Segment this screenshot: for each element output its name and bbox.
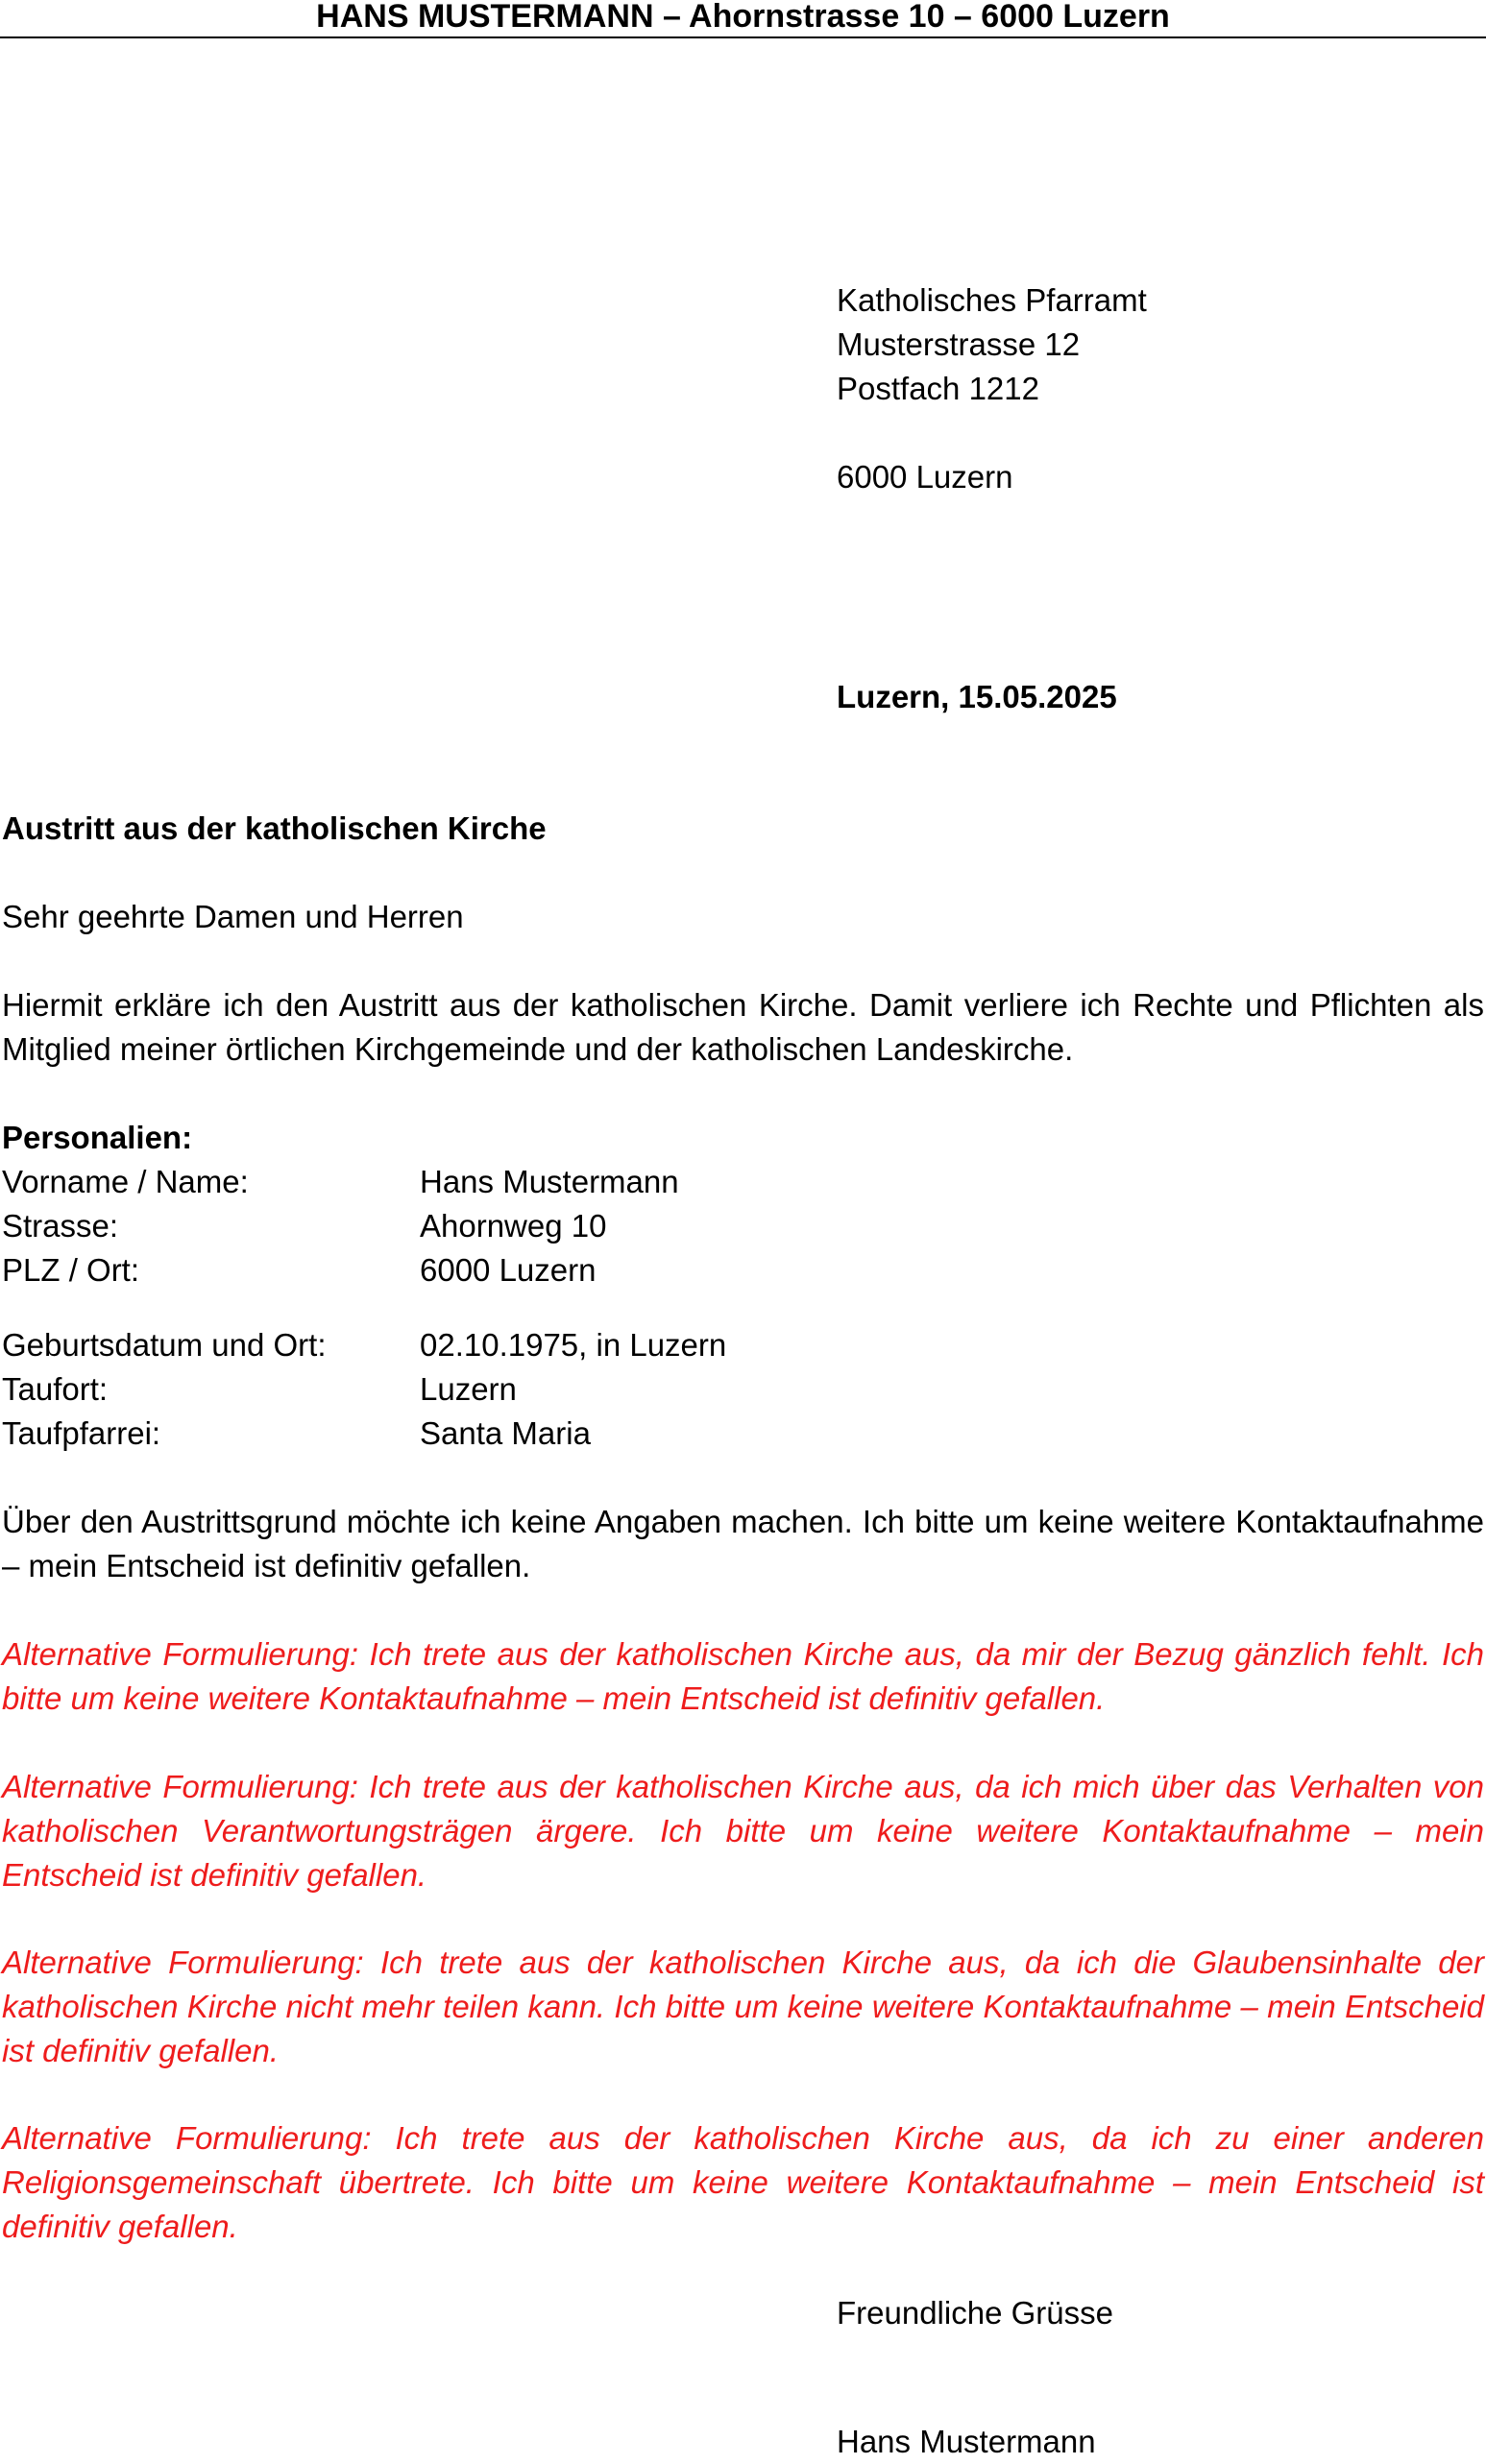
detail-row (2, 1160, 962, 1204)
closing-formula: Freundliche Grüsse (837, 2295, 1113, 2331)
personal-details-table (2, 1160, 962, 1456)
intro-paragraph: Hiermit erkläre ich den Austritt aus der katholischen Kirche. Damit verliere ich Rechte und Pflichten als Mitglied meiner örtlichen Kirchgemeinde und der katholischen Landeskirche. (2, 987, 1484, 1067)
alternative-paragraph: Alternative Formulierung: Ich trete aus der katholischen Kirche aus, da ich die Glaubensinhalte der katholischen Kirche nicht mehr teilen kann. Ich bitte um keine weitere Kontaktaufnahme – mein Entscheid ist definitiv gefallen. (2, 1945, 1484, 2068)
detail-value: Ahornweg 10 (420, 1208, 607, 1244)
detail-spacer (2, 1292, 962, 1323)
letterhead: HANS MUSTERMANN – Ahornstrasse 10 – 6000 Luzern (0, 0, 1486, 38)
detail-row (2, 1204, 962, 1248)
detail-label: Taufpfarrei: (2, 1415, 161, 1451)
detail-value: 02.10.1975, in Luzern (420, 1327, 727, 1363)
detail-label: Vorname / Name: (2, 1164, 249, 1199)
recipient-address (837, 278, 1147, 499)
detail-value: Hans Mustermann (420, 1164, 679, 1199)
recipient-line: Postfach 1212 (837, 371, 1039, 406)
alternative-paragraph: Alternative Formulierung: Ich trete aus der katholischen Kirche aus, da ich zu einer anderen Religionsgemeinschaft übertrete. Ich bitte um keine weitere Kontaktaufnahme – mein Entscheid ist definitiv gefallen. (2, 2120, 1484, 2244)
detail-row (2, 1323, 962, 1367)
signature-name: Hans Mustermann (837, 2424, 1096, 2459)
detail-row (2, 1248, 962, 1292)
detail-row (2, 1412, 962, 1456)
address-gap (837, 411, 1147, 455)
detail-label: Taufort: (2, 1371, 109, 1407)
detail-row (2, 1367, 962, 1412)
detail-label: PLZ / Ort: (2, 1252, 140, 1288)
recipient-line: Musterstrasse 12 (837, 326, 1081, 362)
letter-subject: Austritt aus der katholischen Kirche (2, 810, 547, 846)
letter-date: Luzern, 15.05.2025 (837, 679, 1117, 714)
alternative-paragraph: Alternative Formulierung: Ich trete aus der katholischen Kirche aus, da mir der Bezug gänzlich fehlt. Ich bitte um keine weitere Kontaktaufnahme – mein Entscheid ist definitiv gefallen. (2, 1636, 1484, 1716)
detail-value: 6000 Luzern (420, 1252, 597, 1288)
detail-label: Strasse: (2, 1208, 119, 1244)
recipient-line: 6000 Luzern (837, 459, 1013, 495)
detail-value: Santa Maria (420, 1415, 591, 1451)
alternative-paragraph: Alternative Formulierung: Ich trete aus der katholischen Kirche aus, da ich mich über das Verhalten von katholischen Verantwortungsträgen ärgere. Ich bitte um keine weitere Kontaktaufnahme – mein Entscheid ist definitiv gefallen. (2, 1769, 1484, 1893)
detail-value: Luzern (420, 1371, 517, 1407)
reason-paragraph: Über den Austrittsgrund möchte ich keine Angaben machen. Ich bitte um keine weitere Kontaktaufnahme – mein Entscheid ist definitiv gefallen. (2, 1504, 1484, 1583)
personal-details-heading: Personalien: (2, 1120, 193, 1155)
recipient-line: Katholisches Pfarramt (837, 282, 1147, 318)
salutation: Sehr geehrte Damen und Herren (2, 899, 464, 934)
detail-label: Geburtsdatum und Ort: (2, 1327, 327, 1363)
